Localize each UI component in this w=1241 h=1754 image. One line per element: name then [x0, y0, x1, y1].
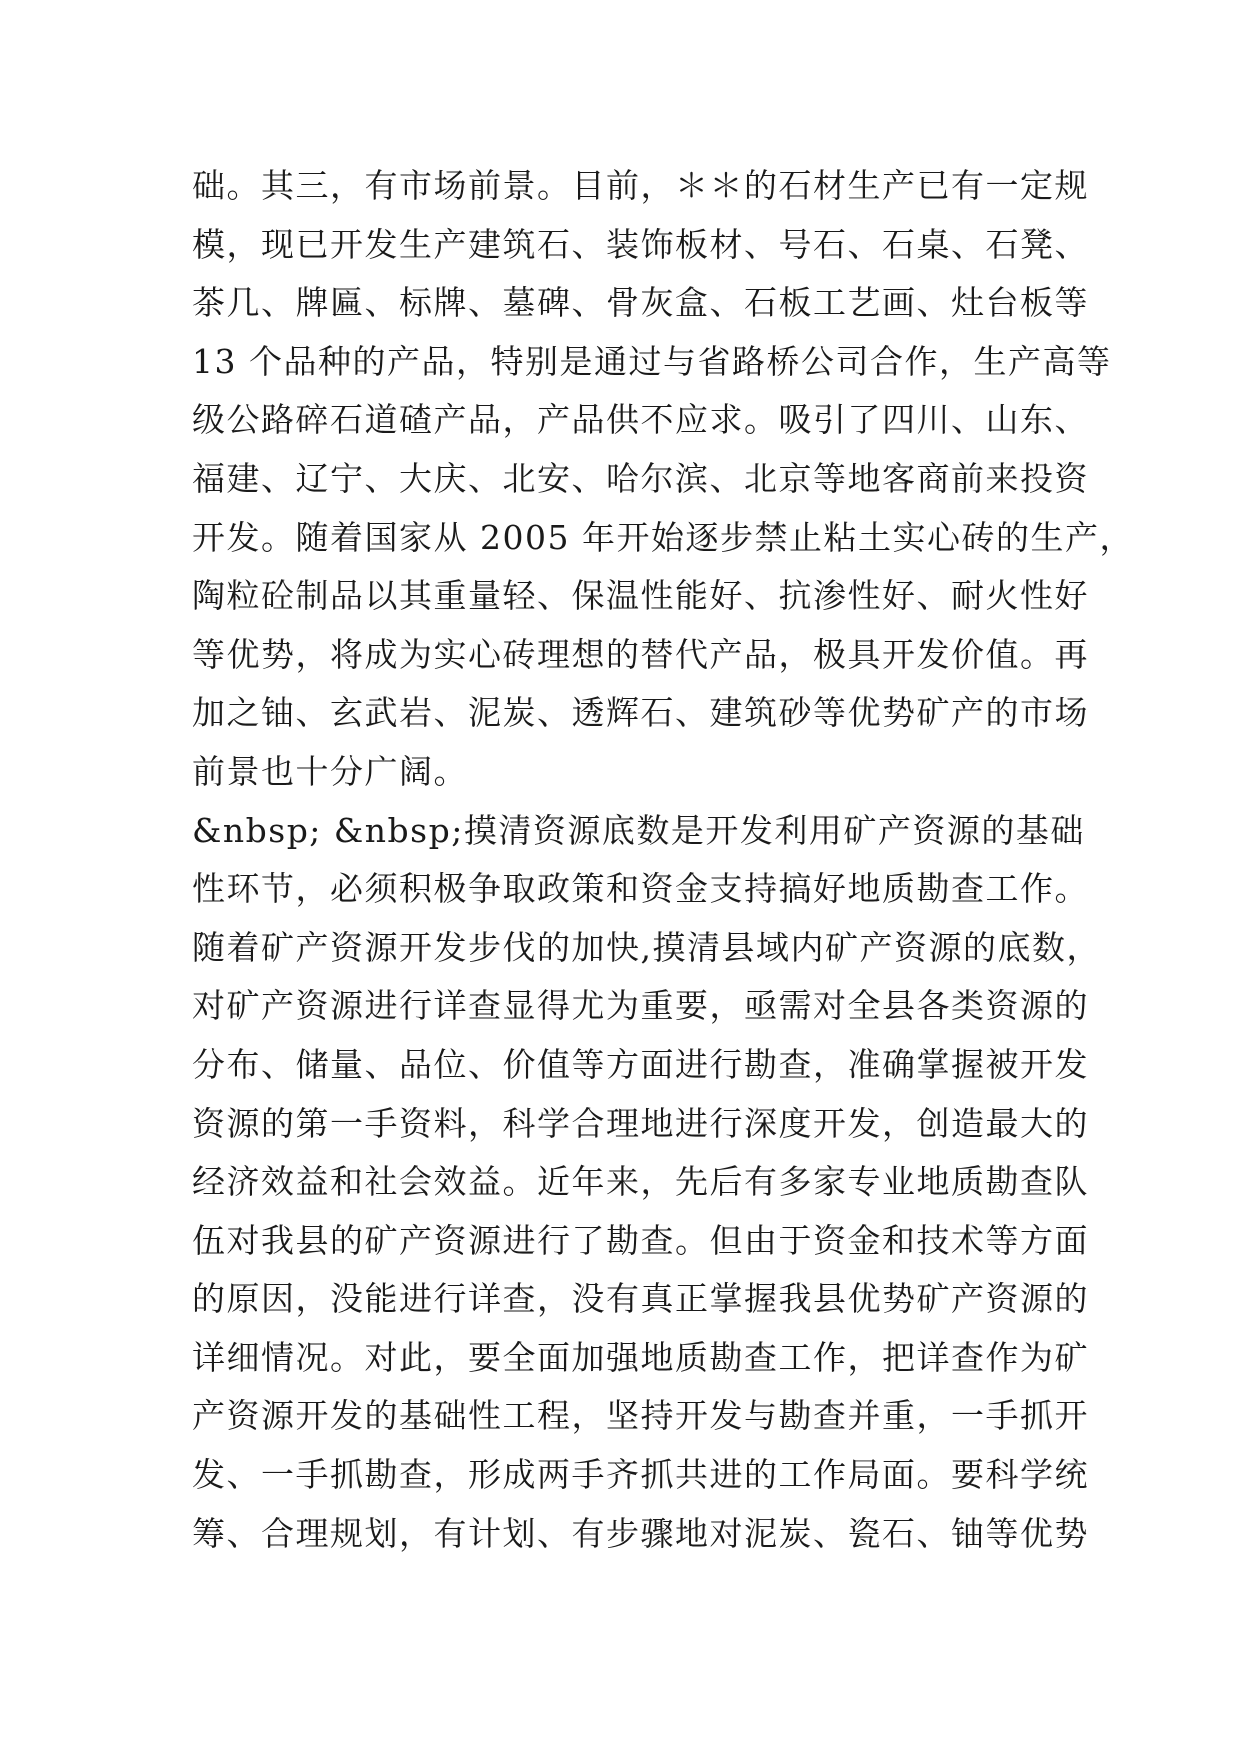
body-text — [192, 157, 1134, 1563]
text-line: 随着矿产资源开发步伐的加快,摸清县域内矿产资源的底数， — [192, 927, 1101, 967]
text-line: 级公路碎石道碴产品，产品供不应求。吸引了四川、山东、 — [192, 400, 1089, 440]
text-line: 筹、合理规划，有计划、有步骤地对泥炭、瓷石、铀等优势 — [192, 1513, 1089, 1553]
text-line: 前景也十分广阔。 — [192, 751, 468, 791]
text-line: 性环节，必须积极争取政策和资金支持搞好地质勘查工作。 — [192, 869, 1089, 909]
text-line: 加之铀、玄武岩、泥炭、透辉石、建筑砂等优势矿产的市场 — [192, 693, 1089, 733]
text-line: 经济效益和社会效益。近年来，先后有多家专业地质勘查队 — [192, 1162, 1089, 1202]
text-line: 陶粒砼制品以其重量轻、保温性能好、抗渗性好、耐火性好 — [192, 576, 1089, 616]
text-line: 模，现已开发生产建筑石、装饰板材、号石、石桌、石凳、 — [192, 224, 1089, 264]
text-line: &nbsp; &nbsp;摸清资源底数是开发利用矿产资源的基础 — [192, 810, 1085, 850]
text-line: 茶几、牌匾、标牌、墓碑、骨灰盒、石板工艺画、灶台板等 — [192, 283, 1089, 323]
text-line: 福建、辽宁、大庆、北安、哈尔滨、北京等地客商前来投资 — [192, 458, 1089, 498]
text-line: 发、一手抓勘查，形成两手齐抓共进的工作局面。要科学统 — [192, 1455, 1089, 1495]
text-line: 详细情况。对此，要全面加强地质勘查工作，把详查作为矿 — [192, 1337, 1089, 1377]
text-line: 产资源开发的基础性工程，坚持开发与勘查并重，一手抓开 — [192, 1396, 1089, 1436]
text-line: 等优势，将成为实心砖理想的替代产品，极具开发价值。再 — [192, 634, 1089, 674]
text-line: 资源的第一手资料，科学合理地进行深度开发，创造最大的 — [192, 1103, 1089, 1143]
text-line: 13 个品种的产品，特别是通过与省路桥公司合作，生产高等 — [192, 341, 1112, 381]
text-line: 伍对我县的矿产资源进行了勘查。但由于资金和技术等方面 — [192, 1220, 1089, 1260]
text-line: 开发。随着国家从 2005 年开始逐步禁止粘土实心砖的生产， — [192, 517, 1134, 557]
text-line: 础。其三，有市场前景。目前，＊＊的石材生产已有一定规 — [192, 166, 1089, 205]
text-line: 分布、储量、品位、价值等方面进行勘查，准确掌握被开发 — [192, 1044, 1089, 1084]
text-line: 的原因，没能进行详查，没有真正掌握我县优势矿产资源的 — [192, 1279, 1089, 1319]
text-line: 对矿产资源进行详查显得尤为重要，亟需对全县各类资源的 — [192, 986, 1089, 1026]
